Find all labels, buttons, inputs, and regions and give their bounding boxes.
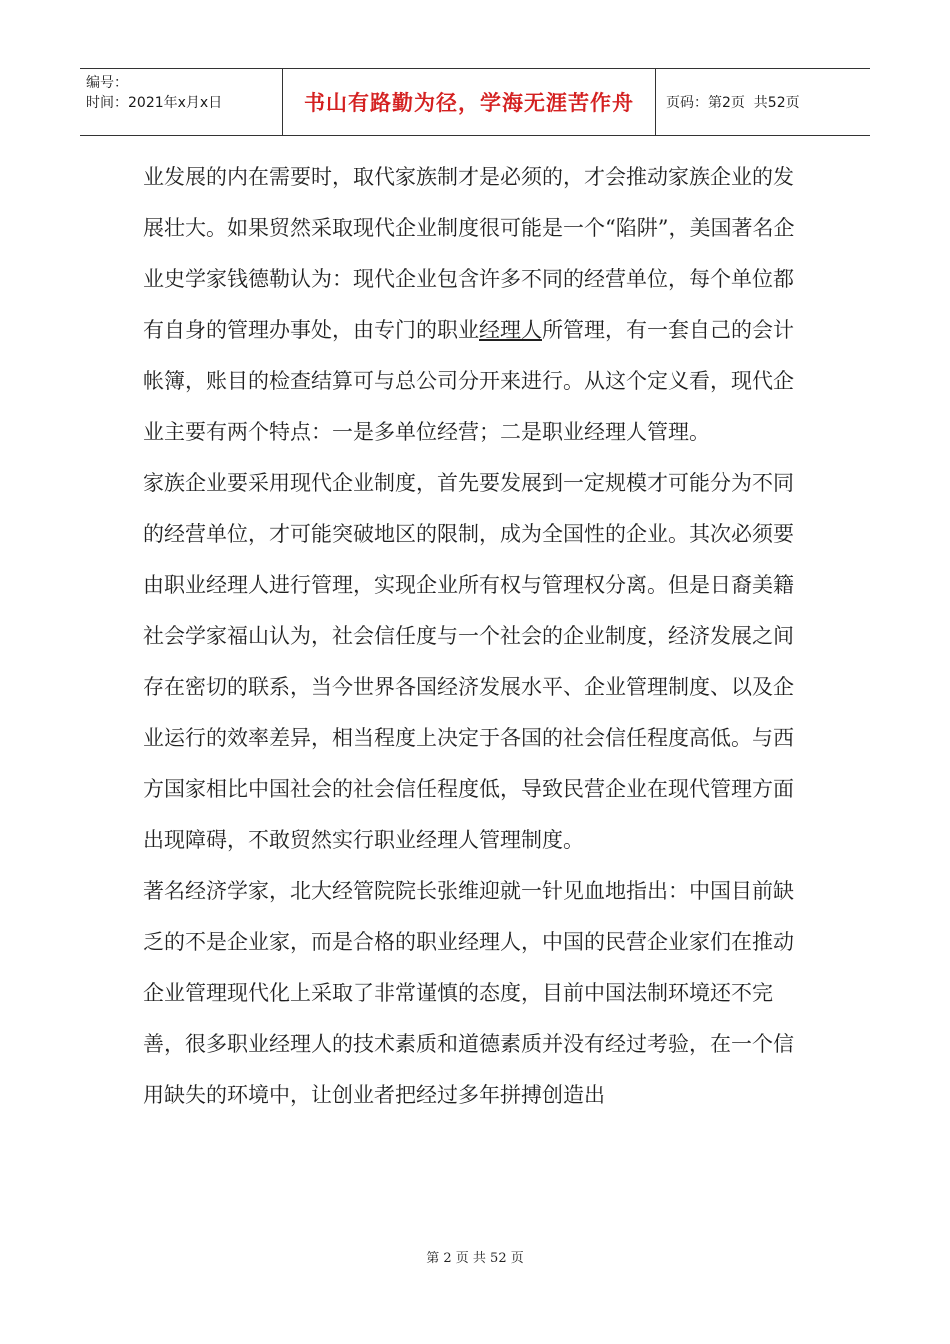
header-motto-cell [283,69,656,135]
header-meta-cell [80,69,283,135]
paragraph-2: 家族企业要采用现代企业制度，首先要发展到一定规模才可能分为不同的经营单位，才可能突破地区的限制，成为全国性的企业。其次必须要由职业经理人进行管理，实现企业所有权与管理权分离。但是日裔美籍社会学家福山认为，社会信任度与一个社会的企业制度，经济发展之间存在密切的联系，当今世界各国经济发展水平、企业管理制度、以及企业运行的效率差异，相当程度上决定于各国的社会信任程度高低。与西方国家相比中国社会的社会信任程度低，导致民营企业在现代管理方面出现障碍，不敢贸然实行职业经理人管理制度。 [143,471,794,852]
document-body [143,152,809,1121]
header-page-info: 页码：第2页 共52页 [666,95,800,111]
header-motto: 书山有路勤为径，学海无涯苦作舟 [304,90,634,115]
document-number-label: 编号： [86,75,128,91]
paragraph-3: 著名经济学家，北大经管院院长张维迎就一针见血地指出：中国目前缺乏的不是企业家，而是合格的职业经理人，中国的民营企业家们在推动企业管理现代化上采取了非常谨慎的态度，目前中国法制环境还不完善，很多职业经理人的技术素质和道德素质并没有经过考验，在一个信用缺失的环境中，让创业者把经过多年拼搏创造出 [143,879,794,1107]
header-page-cell [656,69,870,135]
document-header [80,68,870,136]
paragraph-1-text-start: 业发展的内在需要时，取代家族制才是必须的，才会推动家族企业的发展壮大。如果贸然采取现代企业制度很可能是一个“陷阱”，美国著名企业史学家钱德勒认为：现代企业包含许多不同的经营单位，每个单位都有自身的管理办事处，由专门的职业 [143,165,795,342]
paragraph-1-text-end: 所管理，有一套自己的会计帐簿，账目的检查结算可与总公司分开来进行。从这个定义看，现代企业主要有两个特点：一是多单位经营；二是职业经理人管理。 [143,318,794,444]
page-footer: 第 2 页 共 52 页 [426,1251,524,1266]
manager-link[interactable]: 经理人 [479,318,542,342]
paragraph-1 [143,152,809,458]
document-date-label: 时间：2021年x月x日 [86,95,223,111]
